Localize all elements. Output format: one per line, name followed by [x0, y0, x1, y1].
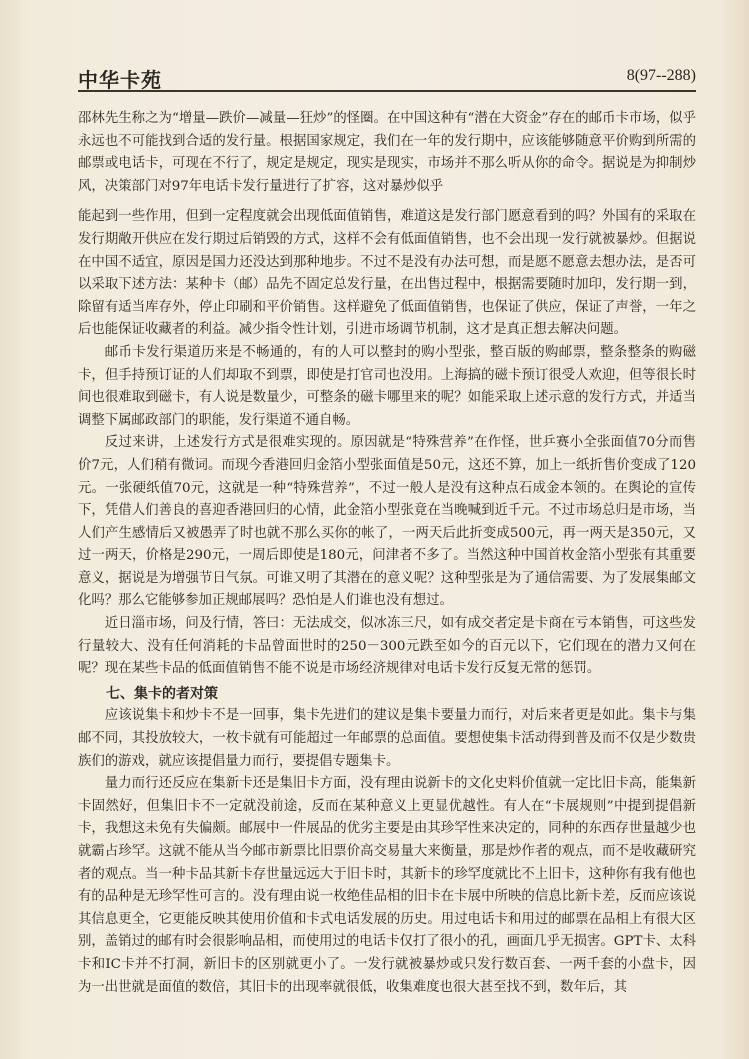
page-header [78, 64, 696, 92]
section-heading: 七、集卡的者对策 [106, 685, 218, 702]
paragraph: 反过来讲，上述发行方式是很难实现的。原因就是“特殊营养”在作怪，世乒赛小全张面值70分而售价7元，人们稍有微词。而现今香港回归金箔小型张面值是50元，这还不算，加上一纸折售价变成了120元。一张硬纸值70元，这就是一种“特殊营养”，不过一般人是没有这种点石成金本领的。在舆论的宣传下，凭借人们善良的喜迎香港回归的心情，此金箔小型张竟在当晚喊到近千元。不过市场总归是市场，当人们产生感情后又被愚弄了时也就不那么买你的帐了，一两天后此折变成500元，再一两天是350元，又过一两天，价格是290元，一周后即使是180元，问津者不多了。当然这种中国首枚金箔小型张有其重要意义，据说是为增强节日气氛。可谁又明了其潜在的意义呢？这种型张是为了通信需要、为了发展集邮文化吗？那么它能够参加正规邮展吗？恐怕是人们谁也没有想过。 [78, 435, 696, 609]
magazine-title: 中华卡苑 [78, 68, 162, 92]
article-body [78, 108, 696, 999]
paragraph: 邮币卡发行渠道历来是不畅通的，有的人可以整封的购小型张，整百版的购邮票，整条整条的购磁卡，但手持预订证的人们却取不到票，即使是打官司也没用。上海搞的磁卡预订很受人欢迎，但等很长时间也很难取到磁卡，有人说是数量少，可整条的磁卡哪里来的呢？如能采取上述示意的发行方式，并适当调整下属邮政部门的职能，发行渠道不通自畅。 [78, 344, 696, 428]
paragraph: 邵林先生称之为“增量—跌价—减量—狂炒”的怪圈。在中国这种有“潜在大资金”存在的邮币卡市场，似乎永远也不可能找到合适的发行量。根据国家规定，我们在一年的发行期中，应该能够随意平价购到所需的邮票或电话卡，可现在不行了，规定是规定，现实是现实，市场并不那么听从你的命令。据说是为抑制炒风，决策部门对97年电话卡发行量进行了扩容，这对暴炒似乎 [78, 111, 696, 194]
paragraph: 近日淄市场，问及行情，答曰：无法成交，似冰冻三尺，如有成交者定是卡商在亏本销售，可这些发行量较大、没有任何消耗的卡品曾面世时的250－300元跌至如今的百元以下，它们现在的潜力又何在呢？现在某些卡品的低面值销售不能不说是市场经济规律对电话卡发行反复无常的惩罚。 [78, 616, 696, 677]
paragraph: 能起到一些作用，但到一定程度就会出现低面值销售，难道这是发行部门愿意看到的吗？外国有的采取在发行期敞开供应在发行期过后销毁的方式，这样不会有低面值销售，也不会出现一发行就被暴炒。但据说在中国不适宜，原因是国力还没达到那种地步。不过不是没有办法可想，而是愿不愿意去想办法，是否可以采取下述方法：某种卡（邮）品先不固定总发行量，在出售过程中，根据需要随时加印，发行期一到，除留有适当库存外，停止印刷和平价销售。这样避免了低面值销售，也保证了供应，保证了声誉，一年之后也能保证收藏者的利益。减少指令性计划，引进市场调节机制，这才是真正想去解决问题。 [78, 209, 696, 338]
paragraph: 应该说集卡和炒卡不是一回事，集卡先进们的建议是集卡要量力而行，对后来者更是如此。集卡与集邮不同，其投放较大，一枚卡就有可能超过一年邮票的总面值。要想使集卡活动得到普及而不仅是少数贵族们的游戏，就应该提倡量力而行，要提倡专题集卡。 [78, 708, 696, 769]
issue-number: 8(97--288) [626, 67, 696, 84]
paragraph: 量力而行还反应在集新卡还是集旧卡方面，没有理由说新卡的文化史料价值就一定比旧卡高，能集新卡固然好，但集旧卡不一定就没前途，反而在某种意义上更显优越性。有人在“卡展规则”中提到提倡新卡，我想这未免有失偏颇。邮展中一件展品的优劣主要是由其珍罕性来决定的，同种的东西存世量越少也就霸占珍罕。这就不能从当今邮市新票比旧票价高交易量大来衡量，那是炒作者的观点，而不是收藏研究者的观点。当一种卡品其新卡存世量远远大于旧卡时，其新卡的珍罕度就比不上旧卡，这种你有我有他也有的品种是无珍罕性可言的。没有理由说一枚绝佳品相的旧卡在卡展中所映的信息比新卡差，反而应该说其信息更全，它更能反映其使用价值和卡式电话发展的历史。用过电话卡和用过的邮票在品相上有很大区别，盖销过的邮有时会很影响品相，而使用过的电话卡仅打了很小的孔，画面几乎无损害。GPT卡、太科卡和IC卡并不打洞，新旧卡的区别就更小了。一发行就被暴炒或只发行数百套、一两千套的小盘卡，因为一出世就是面值的数倍，其旧卡的出现率就很低，收集难度也很大甚至找不到，数年后，其 [78, 776, 696, 995]
